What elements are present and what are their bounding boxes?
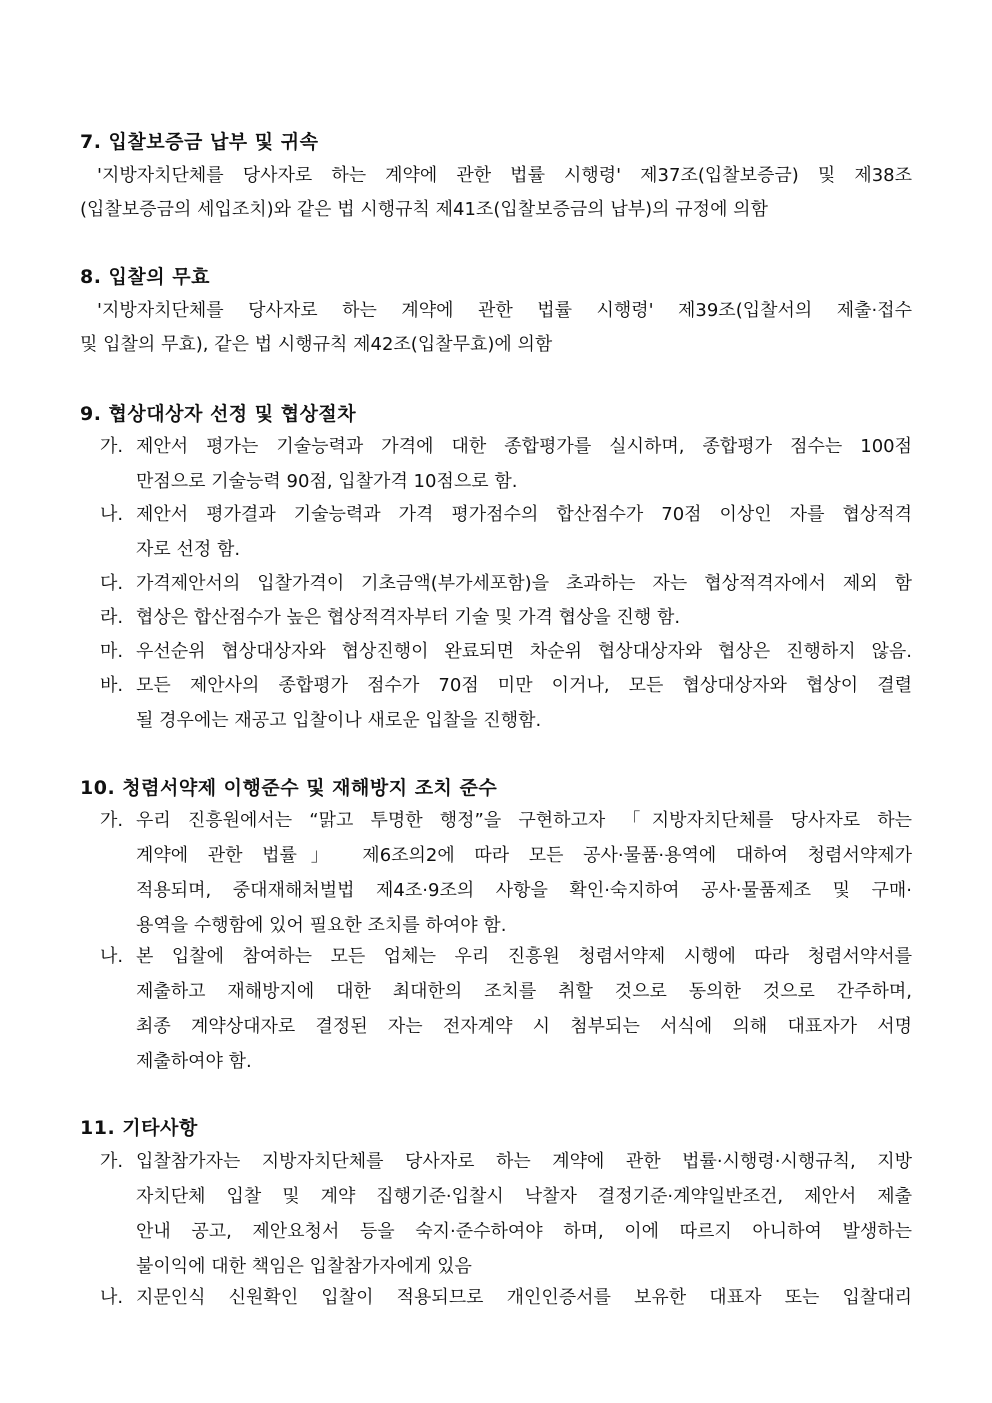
section-7-line-2: (입찰보증금의 세입조치)와 같은 법 시행규칙 제41조(입찰보증금의 납부)의 규정에 의함 (80, 199, 768, 220)
section-9-title: 9. 협상대상자 선정 및 협상절차 (80, 403, 357, 425)
section-8-line-2: 및 입찰의 무효), 같은 법 시행규칙 제42조(입찰무효)에 의함 (80, 334, 553, 355)
item-line: 제출하고 재해방지에 대한 최대한의 조치를 취할 것으로 동의한 것으로 간주하며, (136, 981, 912, 1002)
item-line: 모든 제안사의 종합평가 점수가 70점 미만 이거나, 모든 협상대상자와 협상이 결렬 (136, 675, 912, 696)
item-line: 제출하여야 함. (136, 1051, 252, 1072)
item-marker: 나. (100, 1287, 124, 1308)
item-line: 불이익에 대한 책임은 입찰참가자에게 있음 (136, 1256, 472, 1277)
item-marker: 가. (100, 810, 124, 831)
item-line: 본 입찰에 참여하는 모든 업체는 우리 진흥원 청렴서약제 시행에 따라 청렴서약서를 (136, 946, 912, 967)
item-line: 만점으로 기술능력 90점, 입찰가격 10점으로 함. (136, 471, 518, 492)
item-line: 우리 진흥원에서는 “맑고 투명한 행정”을 구현하고자 「지방자치단체를 당사자로 하는 (136, 810, 912, 831)
item-line: 될 경우에는 재공고 입찰이나 새로운 입찰을 진행함. (136, 710, 542, 731)
item-line: 제안서 평가결과 기술능력과 가격 평가점수의 합산점수가 70점 이상인 자를 협상적격 (136, 504, 912, 525)
item-line: 자로 선정 함. (136, 539, 241, 560)
item-line: 가격제안서의 입찰가격이 기초금액(부가세포함)을 초과하는 자는 협상적격자에서 제외 함 (136, 573, 912, 594)
item-line: 제안서 평가는 기술능력과 가격에 대한 종합평가를 실시하며, 종합평가 점수는 100점 (136, 436, 912, 457)
item-line: 지문인식 신원확인 입찰이 적용되므로 개인인증서를 보유한 대표자 또는 입찰대리 (136, 1287, 912, 1308)
section-8-title: 8. 입찰의 무효 (80, 266, 210, 288)
item-marker: 가. (100, 436, 124, 457)
item-marker: 가. (100, 1151, 124, 1172)
item-line: 우선순위 협상대상자와 협상진행이 완료되면 차순위 협상대상자와 협상은 진행하지 않음. (136, 641, 912, 662)
section-11-title: 11. 기타사항 (80, 1117, 198, 1139)
section-10-title: 10. 청렴서약제 이행준수 및 재해방지 조치 준수 (80, 777, 498, 799)
item-line: 안내 공고, 제안요청서 등을 숙지·준수하여야 하며, 이에 따르지 아니하여 발생하는 (136, 1221, 912, 1242)
item-marker: 라. (100, 607, 124, 628)
item-line: 계약에 관한 법률」 제6조의2에 따라 모든 공사·물품·용역에 대하여 청렴서약제가 (136, 845, 912, 866)
item-marker: 바. (100, 675, 124, 696)
item-line: 최종 계약상대자로 결정된 자는 전자계약 시 첨부되는 서식에 의해 대표자가 서명 (136, 1016, 912, 1037)
item-line: 적용되며, 중대재해처벌법 제4조·9조의 사항을 확인·숙지하여 공사·물품제조 및 구매· (136, 880, 912, 901)
section-7-title: 7. 입찰보증금 납부 및 귀속 (80, 131, 319, 153)
item-line: 협상은 합산점수가 높은 협상적격자부터 기술 및 가격 협상을 진행 함. (136, 607, 681, 628)
item-marker: 나. (100, 946, 124, 967)
item-line: 용역을 수행함에 있어 필요한 조치를 하여야 함. (136, 915, 507, 936)
item-marker: 마. (100, 641, 124, 662)
section-7-line-1: '지방자치단체를 당사자로 하는 계약에 관한 법률 시행령' 제37조(입찰보증금) 및 제38조 (97, 165, 912, 186)
item-marker: 다. (100, 573, 124, 594)
item-marker: 나. (100, 504, 124, 525)
section-8-line-1: '지방자치단체를 당사자로 하는 계약에 관한 법률 시행령' 제39조(입찰서의 제출·접수 (97, 300, 912, 321)
item-line: 자치단체 입찰 및 계약 집행기준·입찰시 낙찰자 결정기준·계약일반조건, 제안서 제출 (136, 1186, 912, 1207)
item-line: 입찰참가자는 지방자치단체를 당사자로 하는 계약에 관한 법률·시행령·시행규칙, 지방 (136, 1151, 912, 1172)
